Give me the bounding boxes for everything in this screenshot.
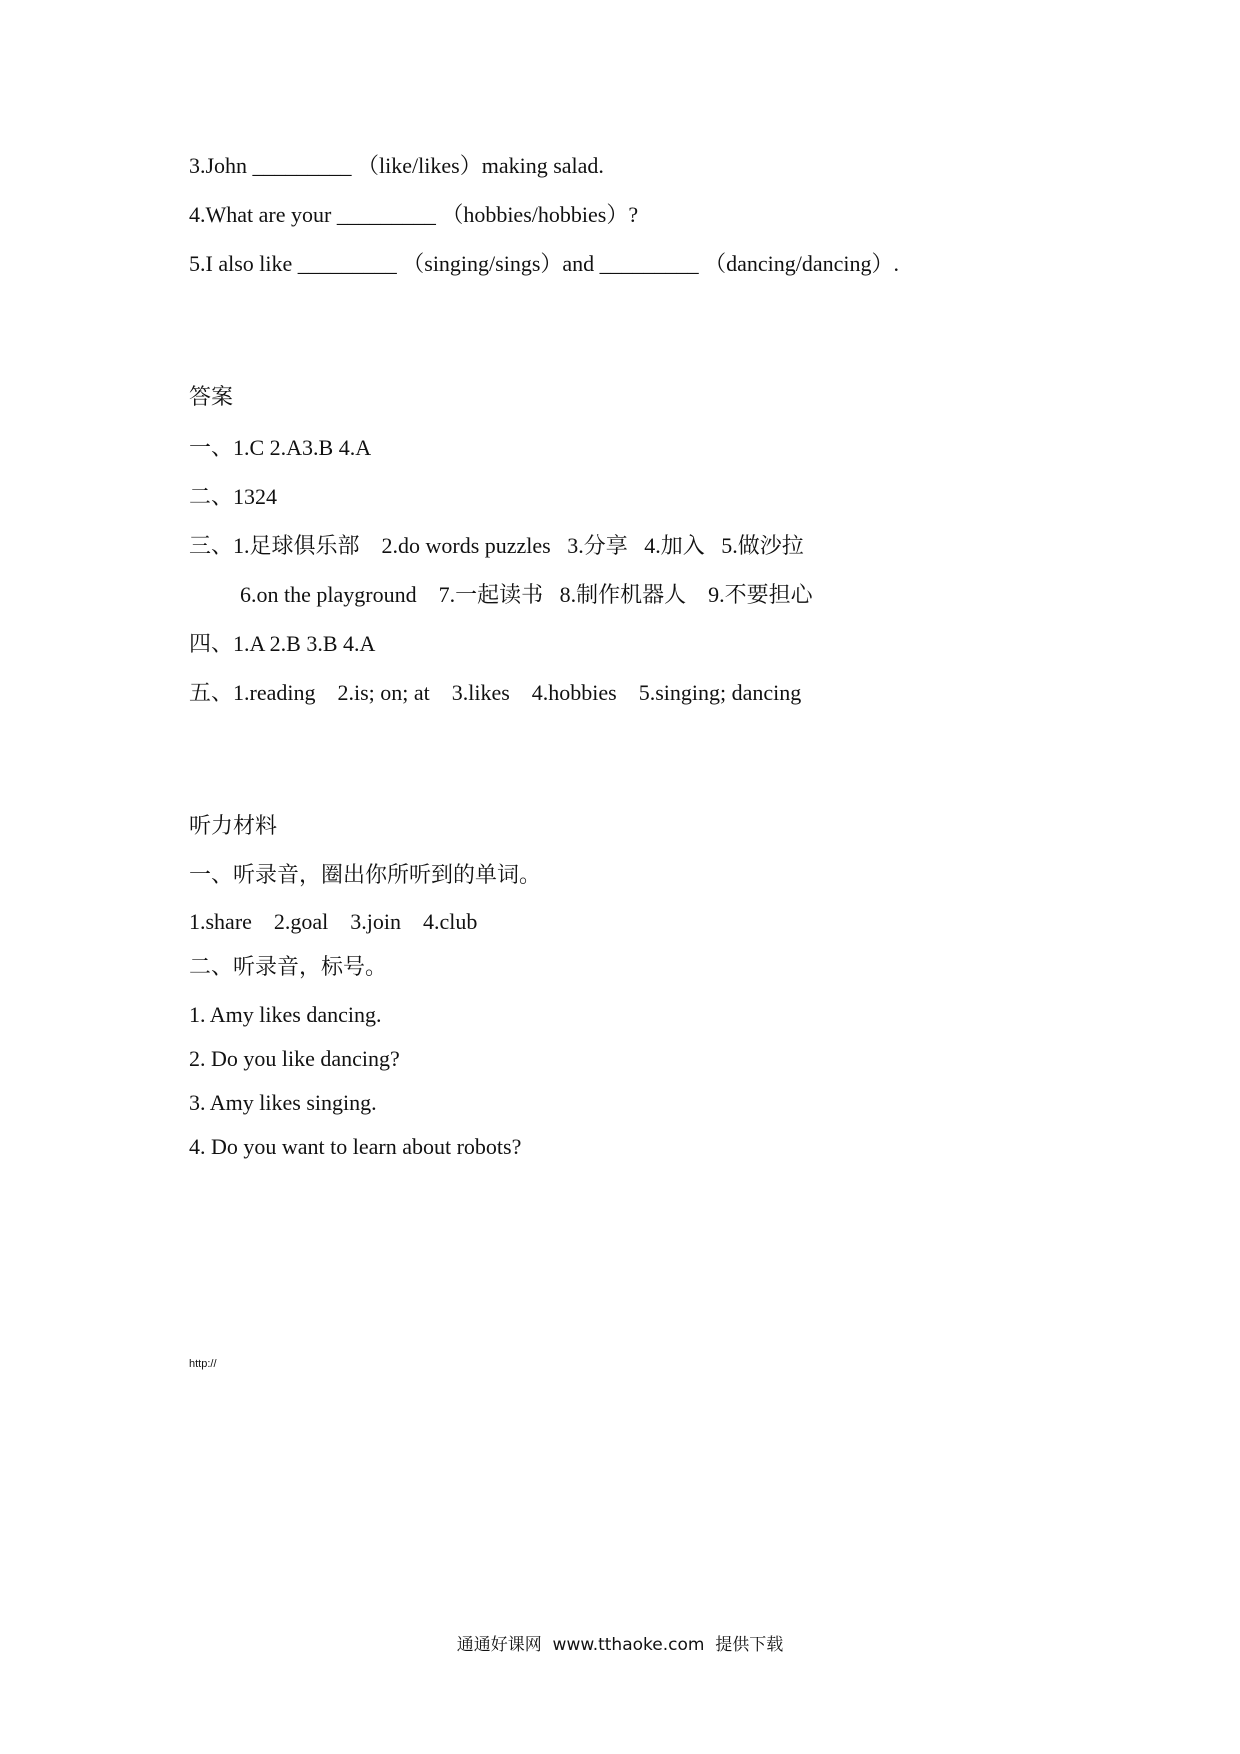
listening-sentence-2: 2. Do you like dancing? bbox=[189, 1046, 400, 1071]
answer-line-3: 三、1.足球俱乐部 2.do words puzzles 3.分享 4.加入 5.做沙拉 bbox=[189, 533, 804, 558]
footer-text: 通通好课网 www.tthaoke.com 提供下载 bbox=[456, 1635, 784, 1655]
answer-line-2: 二、1324 bbox=[189, 484, 278, 509]
exercise-line-4: 4.What are your _________ （hobbies/hobbies）? bbox=[189, 202, 639, 227]
answer-line-1: 一、1.C 2.A3.B 4.A bbox=[189, 435, 372, 460]
listening-section1-words: 1.share 2.goal 3.join 4.club bbox=[189, 909, 478, 934]
answer-line-4: 四、1.A 2.B 3.B 4.A bbox=[189, 631, 376, 656]
listening-sentence-4: 4. Do you want to learn about robots? bbox=[189, 1134, 522, 1159]
link-text[interactable]: http:// bbox=[189, 1358, 217, 1370]
listening-section2-heading: 二、听录音，标号。 bbox=[189, 955, 388, 980]
answers-title: 答案 bbox=[189, 385, 234, 410]
listening-section1-heading: 一、听录音，圈出你所听到的单词。 bbox=[189, 863, 542, 888]
exercise-line-5: 5.I also like _________ （singing/sings）and _________ （dancing/dancing）. bbox=[189, 251, 900, 276]
listening-sentence-1: 1. Amy likes dancing. bbox=[189, 1002, 382, 1027]
answer-line-3-continued: 6.on the playground 7.一起读书 8.制作机器人 9.不要担心 bbox=[240, 582, 813, 607]
answer-line-5: 五、1.reading 2.is; on; at 3.likes 4.hobbies 5.singing; dancing bbox=[189, 680, 802, 705]
exercise-line-3: 3.John _________ （like/likes）making salad. bbox=[189, 153, 604, 178]
listening-sentence-3: 3. Amy likes singing. bbox=[189, 1090, 377, 1115]
listening-title: 听力材料 bbox=[189, 814, 278, 839]
